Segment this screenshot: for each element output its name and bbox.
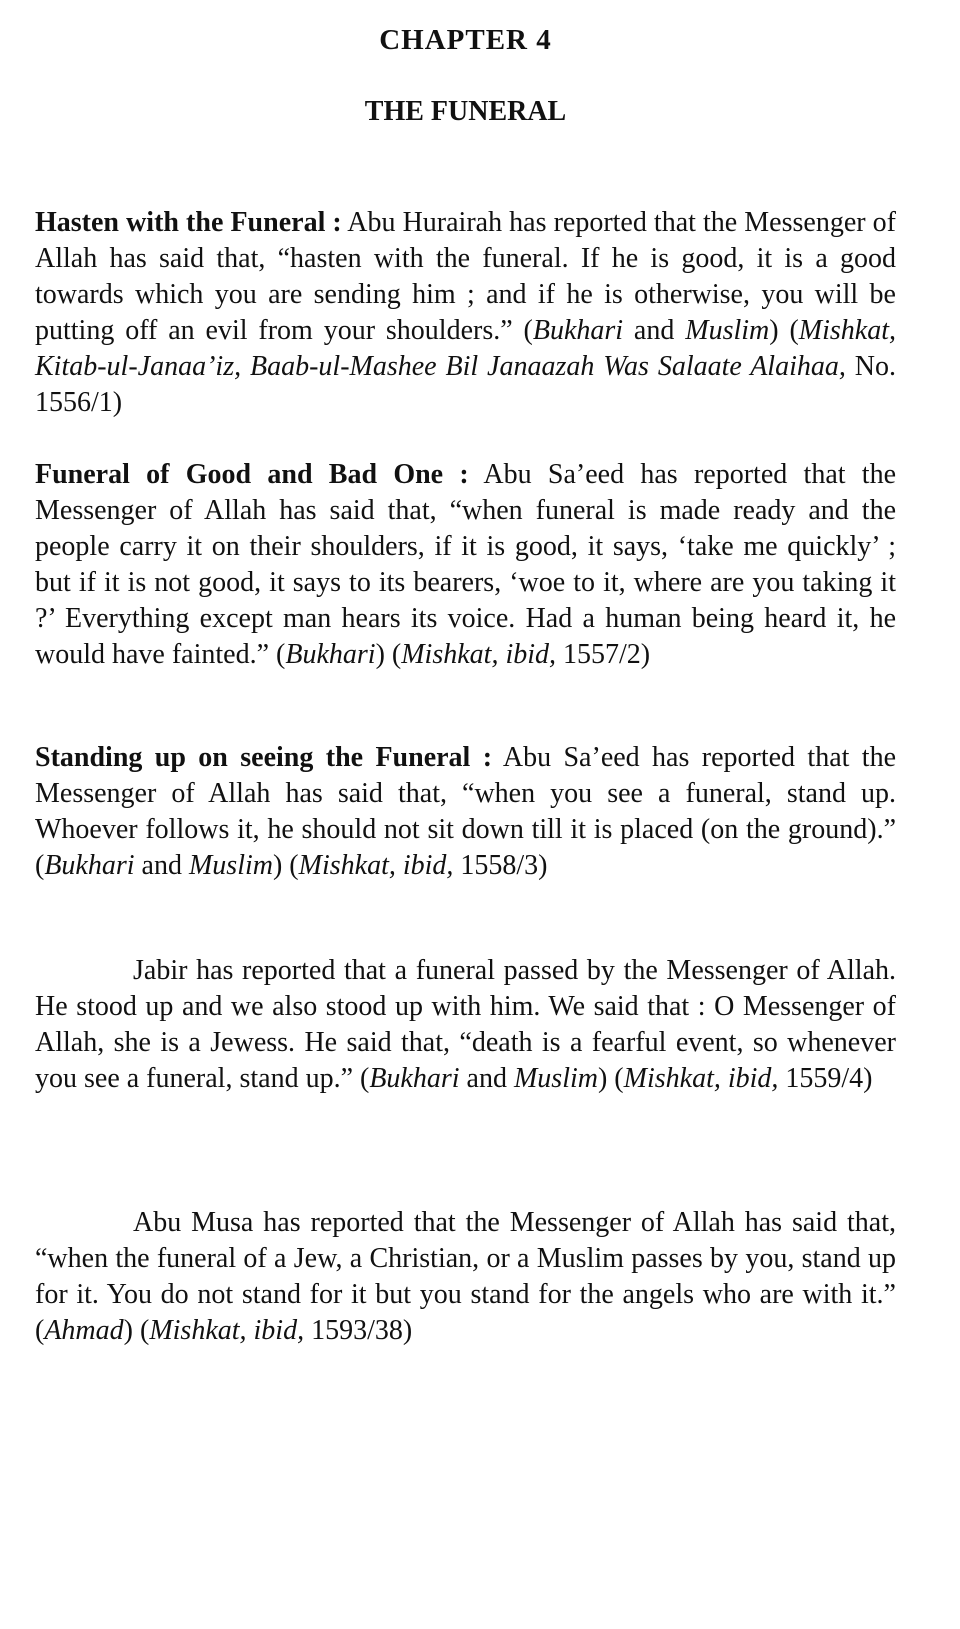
- paragraph-text: Abu Sa’eed has reported that the Messenger of Allah has said that, “when you see a funeral, stand up. Whoever follows it, he should not sit down till it is placed (on the ground).”: [35, 742, 896, 845]
- paragraph-text: Abu Hurairah has reported that the Messenger of Allah has said that, “hasten with the funeral. If he is good, it is a good towards which you are sending him ; and if he is otherwise, you will be putting off an evil from your shoulders.”: [35, 207, 896, 346]
- citation-source: Bukhari: [44, 850, 135, 881]
- section-heading: Funeral of Good and Bad One :: [35, 459, 469, 490]
- paragraph-abu-musa-report: Abu Musa has reported that the Messenger of Allah has said that, “when the funeral of a Jew, a Christian, or a Muslim passes by you, stand up for it. You do not stand for it but you stand for the angels who are with it.” (Ahmad) (Mishkat, ibid, 1593/38): [35, 1207, 896, 1346]
- citation-reference: Mishkat, ibid,: [401, 639, 556, 670]
- citation-connector: and: [134, 850, 189, 881]
- paragraph-jabir-report: Jabir has reported that a funeral passed by the Messenger of Allah. He stood up and we also stood up with him. We said that : O Messenger of Allah, she is a Jewess. He said that, “death is a fearful event, so whenever you see a funeral, stand up.” (Bukhari and Muslim) (Mishkat, ibid, 1559/4): [35, 955, 896, 1094]
- chapter-title: THE FUNERAL: [364, 96, 567, 127]
- citation-reference: Mishkat, ibid,: [149, 1315, 305, 1346]
- citation-source: Muslim: [188, 850, 273, 881]
- paragraph-text: Abu Musa has reported that the Messenger of Allah has said that, “when the funeral of a Jew, a Christian, or a Muslim passes by you, stand up for it. You do not stand for it but you stand for the angels who are with it.”: [35, 1207, 896, 1310]
- citation-reference: Mishkat, Kitab-ul-Janaa’iz, Baab-ul-Mashee Bil Janaazah Was Salaate Alaihaa,: [35, 315, 896, 382]
- citation-reference: Mishkat, ibid,: [298, 850, 454, 881]
- paragraph-standing-up-on-seeing-funeral: Standing up on seeing the Funeral : Abu Sa’eed has reported that the Messenger of Allah has said that, “when you see a funeral, stand up. Whoever follows it, he should not sit down till it is placed (on the ground).” (Bukhari and Muslim) (Mishkat, ibid, 1558/3): [35, 742, 896, 881]
- citation-source: Ahmad: [44, 1315, 124, 1346]
- citation-connector: and: [459, 1063, 514, 1094]
- paragraph-funeral-of-good-and-bad: Funeral of Good and Bad One : Abu Sa’eed has reported that the Messenger of Allah has said that, “when funeral is made ready and the people carry it on their shoulders, if it is good, it says, ‘take me quickly’ ; but if it is not good, it says to its bearers, ‘woe to it, where are you taking it ?’ Everything except man hears its voice. Had a human being heard it, he would have fainted.” (Bukhari) (Mishkat, ibid, 1557/2): [35, 459, 896, 670]
- paragraph-hasten-with-funeral: Hasten with the Funeral : Abu Hurairah has reported that the Messenger of Allah has said that, “hasten with the funeral. If he is good, it is a good towards which you are sending him ; and if he is otherwise, you will be putting off an evil from your shoulders.” (Bukhari and Muslim) (Mishkat, Kitab-ul-Janaa’iz, Baab-ul-Mashee Bil Janaazah Was Salaate Alaihaa, No. 1556/1): [35, 207, 896, 418]
- paragraph-text: Abu Sa’eed has reported that the Messenger of Allah has said that, “when funeral is made ready and the people carry it on their shoulders, if it is good, it says, ‘take me quickly’ ; but if it is not good, it says to its bearers, ‘woe to it, where are you taking it ?’ Everything except man hears its voice. Had a human being heard it, he would have fainted.”: [35, 459, 896, 670]
- citation-connector: and: [623, 315, 686, 346]
- citation-number: 1559/4): [778, 1063, 873, 1094]
- citation-number: 1557/2): [556, 639, 651, 670]
- citation-number: 1558/3): [453, 850, 548, 881]
- citation-source: Bukhari: [285, 639, 376, 670]
- citation-source: Muslim: [685, 315, 770, 346]
- citation-source: Muslim: [513, 1063, 598, 1094]
- paragraph-text: Jabir has reported that a funeral passed by the Messenger of Allah. He stood up and we also stood up with him. We said that : O Messenger of Allah, she is a Jewess. He said that, “death is a fearful event, so whenever you see a funeral, stand up.”: [35, 955, 896, 1094]
- citation-number: No. 1556/1): [35, 351, 896, 418]
- citation-number: 1593/38): [304, 1315, 413, 1346]
- chapter-number: CHAPTER 4: [379, 24, 552, 56]
- citation-source: Bukhari: [369, 1063, 460, 1094]
- citation-source: Bukhari: [532, 315, 624, 346]
- section-heading: Hasten with the Funeral :: [35, 207, 342, 238]
- section-heading: Standing up on seeing the Funeral :: [35, 742, 493, 773]
- citation-reference: Mishkat, ibid,: [623, 1063, 779, 1094]
